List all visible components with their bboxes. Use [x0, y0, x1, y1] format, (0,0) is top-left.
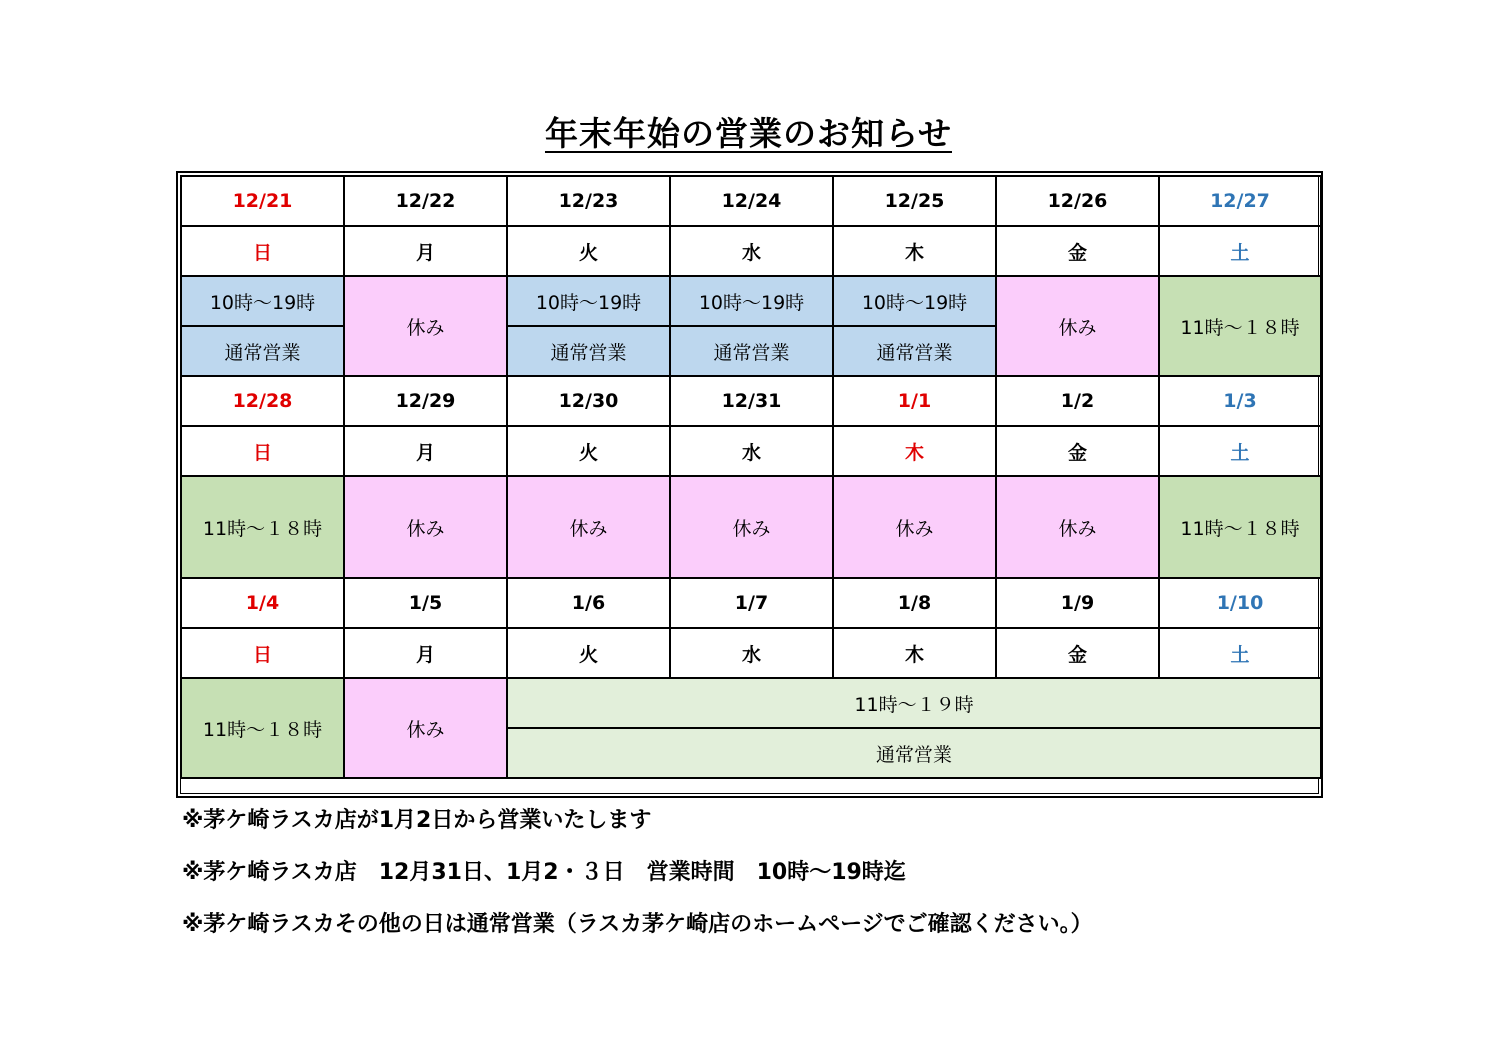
hours-cell: 11時～１９時 — [507, 678, 1321, 728]
weekday-cell: 金 — [996, 628, 1159, 678]
date-cell: 12/22 — [344, 176, 507, 226]
hours-cell: 11時～１８時 — [181, 678, 344, 778]
date-cell: 1/1 — [833, 376, 996, 426]
weekday-cell: 火 — [507, 628, 670, 678]
weekday-cell: 水 — [670, 226, 833, 276]
hours-cell: 10時～19時 — [670, 276, 833, 326]
notes — [182, 806, 1093, 962]
closed-cell: 休み — [344, 276, 507, 376]
date-cell: 1/5 — [344, 578, 507, 628]
weekday-cell: 土 — [1159, 226, 1321, 276]
week3-day-row — [181, 628, 1321, 678]
note-line: ※茅ケ崎ラスカ店 12月31日、1月2・３日 営業時間 10時～19時迄 — [182, 860, 906, 885]
weekday-cell: 木 — [833, 628, 996, 678]
status-cell: 通常営業 — [181, 326, 344, 376]
weekday-cell: 日 — [181, 226, 344, 276]
note-line: ※茅ケ崎ラスカその他の日は通常営業（ラスカ茅ケ崎店のホームページでご確認ください。） — [182, 912, 1093, 937]
weekday-cell: 金 — [996, 226, 1159, 276]
date-cell: 1/10 — [1159, 578, 1321, 628]
hours-cell: 10時～19時 — [507, 276, 670, 326]
date-cell: 12/29 — [344, 376, 507, 426]
hours-cell: 10時～19時 — [833, 276, 996, 326]
schedule-table — [180, 175, 1322, 779]
weekday-cell: 土 — [1159, 628, 1321, 678]
date-cell: 12/21 — [181, 176, 344, 226]
weekday-cell: 木 — [833, 426, 996, 476]
closed-cell: 休み — [996, 276, 1159, 376]
status-cell: 通常営業 — [507, 728, 1321, 778]
date-cell: 12/25 — [833, 176, 996, 226]
date-cell: 12/27 — [1159, 176, 1321, 226]
closed-cell: 休み — [344, 476, 507, 578]
date-cell: 12/26 — [996, 176, 1159, 226]
weekday-cell: 金 — [996, 426, 1159, 476]
date-cell: 12/28 — [181, 376, 344, 426]
week1-hours-row — [181, 276, 1321, 326]
week1-day-row — [181, 226, 1321, 276]
date-cell: 12/24 — [670, 176, 833, 226]
hours-cell: 11時～１８時 — [1159, 276, 1321, 376]
weekday-cell: 日 — [181, 426, 344, 476]
week1-date-row — [181, 176, 1321, 226]
week2-day-row — [181, 426, 1321, 476]
date-cell: 1/8 — [833, 578, 996, 628]
weekday-cell: 月 — [344, 426, 507, 476]
closed-cell: 休み — [507, 476, 670, 578]
date-cell: 1/9 — [996, 578, 1159, 628]
week2-date-row — [181, 376, 1321, 426]
date-cell: 1/6 — [507, 578, 670, 628]
weekday-cell: 水 — [670, 628, 833, 678]
date-cell: 12/30 — [507, 376, 670, 426]
hours-cell: 11時～１８時 — [181, 476, 344, 578]
date-cell: 1/4 — [181, 578, 344, 628]
hours-cell: 10時～19時 — [181, 276, 344, 326]
note-line: ※茅ケ崎ラスカ店が1月2日から営業いたします — [182, 808, 652, 833]
week3-hours-row — [181, 678, 1321, 728]
closed-cell: 休み — [344, 678, 507, 778]
weekday-cell: 木 — [833, 226, 996, 276]
date-cell: 1/7 — [670, 578, 833, 628]
status-cell: 通常営業 — [833, 326, 996, 376]
date-cell: 1/2 — [996, 376, 1159, 426]
weekday-cell: 水 — [670, 426, 833, 476]
date-cell: 1/3 — [1159, 376, 1321, 426]
weekday-cell: 土 — [1159, 426, 1321, 476]
hours-cell: 11時～１８時 — [1159, 476, 1321, 578]
closed-cell: 休み — [833, 476, 996, 578]
closed-cell: 休み — [996, 476, 1159, 578]
week3-date-row — [181, 578, 1321, 628]
weekday-cell: 月 — [344, 226, 507, 276]
weekday-cell: 火 — [507, 226, 670, 276]
weekday-cell: 火 — [507, 426, 670, 476]
status-cell: 通常営業 — [670, 326, 833, 376]
weekday-cell: 月 — [344, 628, 507, 678]
date-cell: 12/23 — [507, 176, 670, 226]
page-title: 年末年始の営業のお知らせ — [544, 114, 952, 153]
status-cell: 通常営業 — [507, 326, 670, 376]
weekday-cell: 日 — [181, 628, 344, 678]
closed-cell: 休み — [670, 476, 833, 578]
week2-hours-row — [181, 476, 1321, 578]
date-cell: 12/31 — [670, 376, 833, 426]
